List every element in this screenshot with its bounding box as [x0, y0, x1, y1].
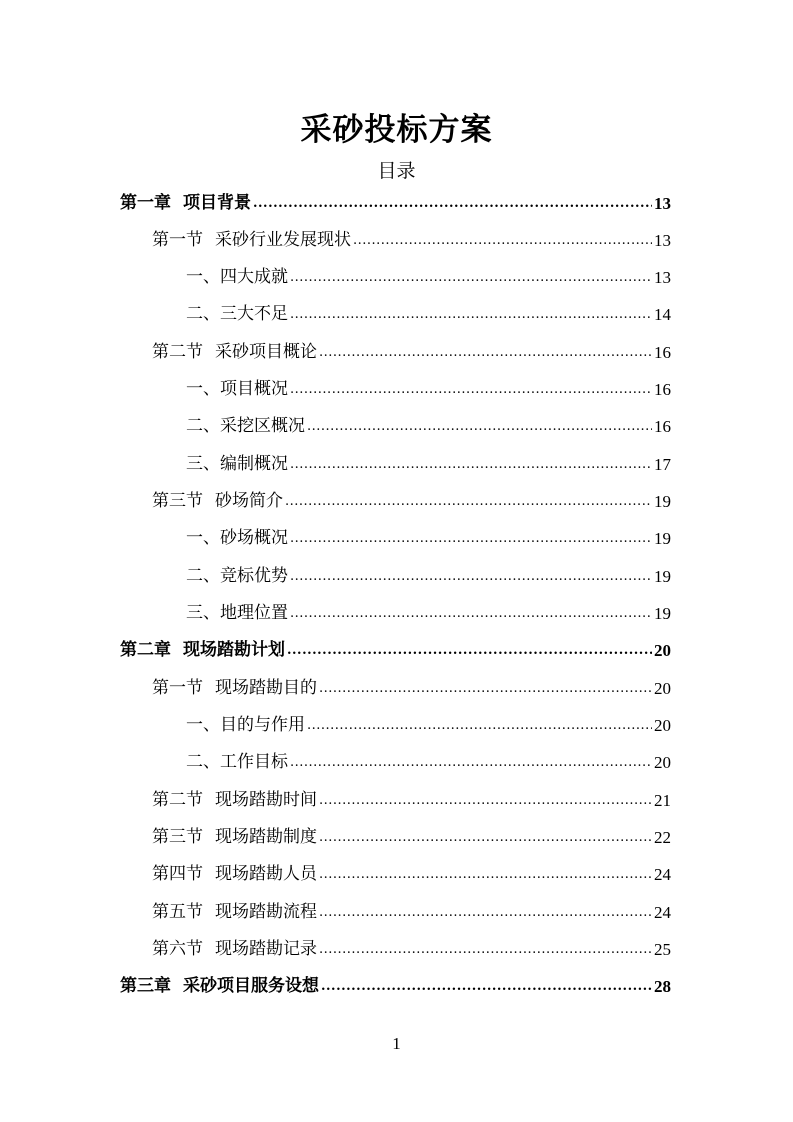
toc-entry-number: 一、 [186, 267, 220, 287]
toc-entry-number: 第一节 [152, 678, 203, 698]
toc-entry-number: 二、 [186, 304, 220, 324]
toc-entry-number: 第一节 [152, 230, 203, 250]
toc-entry-subsection[interactable] [186, 595, 671, 632]
toc-entry-page: 13 [654, 231, 671, 250]
toc-leader-dots [321, 980, 652, 993]
toc-entry-page: 25 [654, 940, 671, 959]
toc-leader-dots [290, 308, 652, 321]
toc-leader-dots [319, 794, 652, 807]
toc-entry-page: 16 [654, 343, 671, 362]
toc-entry-title: 编制概况 [220, 454, 288, 474]
toc-entry-page: 20 [654, 753, 671, 772]
toc-entry-section[interactable] [152, 782, 671, 819]
toc-entry-section[interactable] [152, 222, 671, 259]
toc-entry-title: 砂场简介 [215, 491, 283, 511]
toc-entry-number: 二、 [186, 752, 220, 772]
toc-leader-dots [287, 644, 652, 657]
toc-entry-subsection[interactable] [186, 408, 671, 445]
toc-entry-title: 地理位置 [220, 603, 288, 623]
toc-heading: 目录 [377, 160, 416, 182]
toc-entry-title: 采砂项目概论 [215, 342, 317, 362]
toc-entry-section[interactable] [152, 819, 671, 856]
toc-leader-dots [353, 234, 652, 247]
toc-entry-subsection[interactable] [186, 296, 671, 333]
toc-entry-title: 现场踏勘记录 [215, 939, 317, 959]
toc-entry-title: 现场踏勘人员 [215, 864, 317, 884]
toc-entry-title: 现场踏勘制度 [215, 827, 317, 847]
toc-leader-dots [319, 682, 652, 695]
toc-entry-number: 二、 [186, 566, 220, 586]
toc-leader-dots [290, 607, 652, 620]
toc-entry-number: 一、 [186, 715, 220, 735]
toc-leader-dots [319, 943, 652, 956]
toc-entry-subsection[interactable] [186, 558, 671, 595]
toc-leader-dots [290, 458, 652, 471]
toc-entry-page: 24 [654, 903, 671, 922]
toc-entry-number: 第三节 [152, 491, 203, 511]
toc-leader-dots [319, 906, 652, 919]
toc-entry-title: 竞标优势 [220, 566, 288, 586]
toc-entry-number: 一、 [186, 379, 220, 399]
toc-entry-page: 13 [654, 194, 671, 213]
toc-entry-page: 20 [654, 716, 671, 735]
toc-entry-title: 采砂行业发展现状 [215, 230, 351, 250]
toc-entry-page: 28 [654, 977, 671, 996]
toc-leader-dots [290, 532, 652, 545]
toc-entry-number: 第五节 [152, 902, 203, 922]
toc-entry-chapter[interactable] [120, 632, 671, 669]
toc-entry-title: 现场踏勘时间 [215, 790, 317, 810]
toc-entry-subsection[interactable] [186, 520, 671, 557]
toc-entry-number: 第三章 [120, 976, 171, 996]
toc-entry-title: 三大不足 [220, 304, 288, 324]
toc-entry-page: 16 [654, 380, 671, 399]
toc-entry-chapter[interactable] [120, 185, 671, 222]
toc-leader-dots [307, 420, 652, 433]
toc-entry-page: 20 [654, 641, 671, 660]
toc-entry-section[interactable] [152, 670, 671, 707]
toc-entry-title: 现场踏勘流程 [215, 902, 317, 922]
toc-entry-subsection[interactable] [186, 707, 671, 744]
toc-entry-title: 项目概况 [220, 379, 288, 399]
toc-entry-section[interactable] [152, 856, 671, 893]
toc-leader-dots [307, 719, 652, 732]
toc-entry-page: 22 [654, 828, 671, 847]
toc-entry-page: 19 [654, 492, 671, 511]
toc-entry-title: 项目背景 [183, 193, 251, 213]
toc-entry-section[interactable] [152, 894, 671, 931]
toc-entry-title: 目的与作用 [220, 715, 305, 735]
toc-entry-page: 17 [654, 455, 671, 474]
toc-entry-chapter[interactable] [120, 968, 671, 1005]
toc-entry-number: 第二章 [120, 640, 171, 660]
toc-entry-page: 19 [654, 529, 671, 548]
toc-entry-page: 20 [654, 679, 671, 698]
toc-entry-section[interactable] [152, 334, 671, 371]
toc-entry-number: 三、 [186, 454, 220, 474]
toc-leader-dots [285, 495, 652, 508]
toc-entry-number: 第二节 [152, 342, 203, 362]
toc-entry-number: 第一章 [120, 193, 171, 213]
toc-leader-dots [290, 383, 652, 396]
toc-entry-title: 砂场概况 [220, 528, 288, 548]
toc-entry-subsection[interactable] [186, 446, 671, 483]
toc-entry-number: 第六节 [152, 939, 203, 959]
toc-entry-page: 24 [654, 865, 671, 884]
toc-leader-dots [319, 346, 652, 359]
toc-leader-dots [290, 271, 652, 284]
toc-entry-title: 采挖区概况 [220, 416, 305, 436]
toc-entry-page: 14 [654, 305, 671, 324]
toc-entry-number: 第三节 [152, 827, 203, 847]
toc-leader-dots [253, 197, 652, 210]
toc-entry-page: 21 [654, 791, 671, 810]
toc-entry-page: 19 [654, 567, 671, 586]
toc-entry-section[interactable] [152, 483, 671, 520]
toc-entry-title: 现场踏勘目的 [215, 678, 317, 698]
toc-entry-title: 四大成就 [220, 267, 288, 287]
toc-entry-subsection[interactable] [186, 259, 671, 296]
toc-entry-title: 采砂项目服务设想 [183, 976, 319, 996]
toc-entry-subsection[interactable] [186, 744, 671, 781]
toc-entry-number: 二、 [186, 416, 220, 436]
toc-entry-subsection[interactable] [186, 371, 671, 408]
document-title: 采砂投标方案 [300, 112, 493, 148]
toc-entry-title: 现场踏勘计划 [183, 640, 285, 660]
toc-entry-page: 19 [654, 604, 671, 623]
toc-leader-dots [319, 868, 652, 881]
toc-leader-dots [290, 756, 652, 769]
toc-leader-dots [290, 570, 652, 583]
toc-leader-dots [319, 831, 652, 844]
toc-entry-page: 16 [654, 417, 671, 436]
toc-entry-page: 13 [654, 268, 671, 287]
toc-entry-number: 三、 [186, 603, 220, 623]
toc-entry-number: 第二节 [152, 790, 203, 810]
toc-entry-section[interactable] [152, 931, 671, 968]
page-number: 1 [392, 1034, 401, 1053]
toc-entry-title: 工作目标 [220, 752, 288, 772]
toc-entry-number: 一、 [186, 528, 220, 548]
toc-entry-number: 第四节 [152, 864, 203, 884]
